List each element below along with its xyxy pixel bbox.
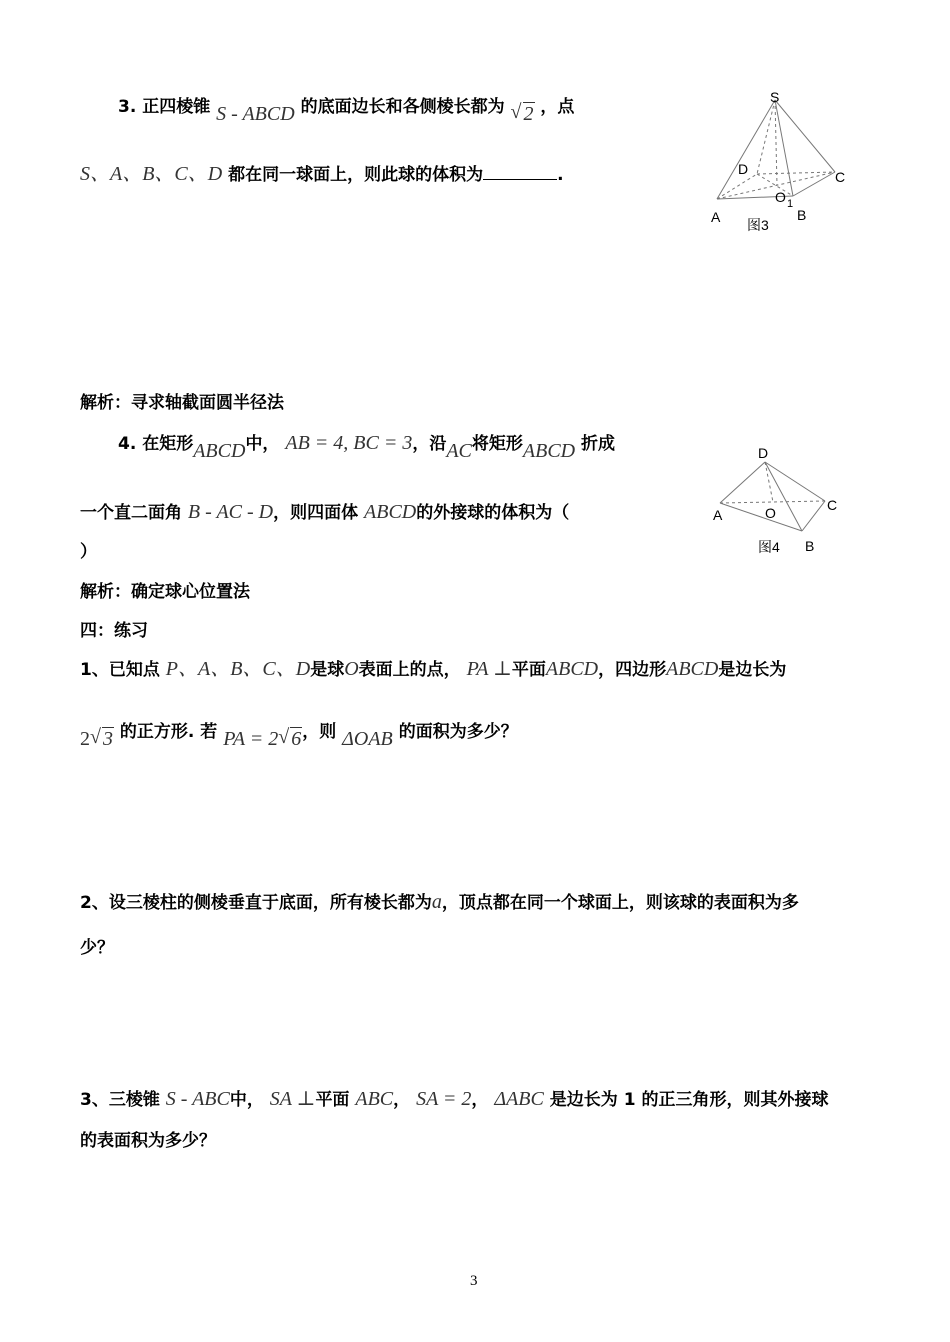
diagonal-AC: AC	[446, 440, 472, 462]
label-C: C	[827, 497, 838, 513]
pyramid-SABC: S - ABC	[165, 1088, 230, 1110]
figure3-pyramid	[705, 86, 855, 236]
sqrt-6	[278, 727, 302, 752]
dihedral-angle: B - AC - D	[187, 501, 274, 523]
problem4-line2-text1: 一个直二面角	[80, 503, 182, 523]
problem3-line2	[80, 162, 564, 187]
radical-sign: √	[90, 726, 101, 748]
problem4-line3: ）	[80, 542, 97, 562]
problem4-text2: 中，	[245, 434, 280, 454]
pyramid-expression: S - ABCD	[216, 103, 295, 125]
exercise2-text1: 2、设三棱柱的侧棱垂直于底面，所有棱长都为	[80, 893, 432, 913]
points-list: S、A、B、C、D	[80, 163, 223, 185]
tetrahedron-ABCD: ABCD	[364, 501, 417, 523]
problem4-line2-text2: ，则四面体	[273, 503, 359, 523]
sphere-O: O	[344, 658, 359, 680]
exercise3-text5: ，	[471, 1090, 489, 1110]
problem3-period: .	[557, 165, 564, 185]
exercise2-line1	[80, 890, 799, 915]
exercise1-text2: 是球	[310, 660, 345, 680]
sqrt-argument: 2	[523, 103, 534, 125]
exercise1-line1	[80, 657, 786, 682]
problem3-prefix: 3. 正四棱锥	[118, 97, 211, 117]
exercise1-text3: 表面上的点，	[358, 660, 461, 680]
label-O: O	[775, 189, 786, 205]
sqrt-3	[90, 727, 114, 752]
section-heading: 四：练习	[80, 621, 148, 641]
problem4-text3: ，沿	[412, 434, 447, 454]
exercise1-text1: 1、已知点	[80, 660, 160, 680]
label-D: D	[738, 161, 749, 177]
label-A: A	[711, 209, 721, 225]
radical-sign: √	[510, 101, 522, 123]
exercise1-text6: 是边长为	[718, 660, 787, 680]
plane-ABCD: ABCD	[545, 658, 599, 680]
problem4-line2-text3: 的外接球的体积为（	[416, 503, 570, 523]
rect-ABCD-2: ABCD	[522, 440, 576, 462]
solution3-label: 解析：寻求轴截面圆半径法	[80, 393, 284, 413]
sa-value: SA = 2	[416, 1088, 472, 1110]
perpendicular-PA: PA ⊥	[466, 658, 512, 680]
exercise3-text4: ，	[393, 1090, 411, 1110]
exercise3-line2: 的表面积为多少？	[80, 1131, 216, 1151]
answer-blank	[483, 165, 557, 180]
label-B: B	[805, 538, 815, 554]
exercise1-text4: 平面	[511, 660, 546, 680]
exercise1-line2	[80, 719, 518, 750]
exercise2-text2: ，顶点都在同一个球面上，则该球的表面积为多	[441, 893, 799, 913]
problem3-line1	[118, 94, 575, 125]
problem3-question: 都在同一球面上，则此球的体积为	[228, 165, 484, 185]
problem4-line2	[80, 500, 569, 525]
edge-length-a: a	[431, 891, 442, 913]
label-B: B	[797, 207, 807, 223]
sqrt-argument: 3	[103, 728, 113, 750]
label-S: S	[770, 89, 780, 105]
sqrt-expression	[511, 102, 535, 127]
label-O: O	[765, 505, 776, 521]
exercise3-line1	[80, 1087, 828, 1112]
exercise1-line2-text1: 的正方形. 若	[119, 722, 218, 742]
problem3-mid-text: 的底面边长和各侧棱长都为	[300, 97, 505, 117]
exercise3-text1: 3、三棱锥	[80, 1090, 160, 1110]
side-lengths: AB = 4, BC = 3	[285, 432, 413, 454]
label-D: D	[758, 445, 769, 461]
problem4-text5: 折成	[581, 434, 616, 454]
label-A: A	[713, 507, 723, 523]
problem4-text1: 在矩形	[142, 434, 194, 454]
label-C: C	[835, 169, 846, 185]
exercise3-text6: 是边长为 1 的正三角形，则其外接球	[549, 1090, 829, 1110]
exercise3-text3: 平面	[315, 1090, 350, 1110]
exercise1-text5: ，四边形	[598, 660, 667, 680]
solution4-label: 解析：确定球心位置法	[80, 582, 250, 602]
page-number: 3	[470, 1273, 478, 1289]
exercise1-points: P、A、B、C、D	[165, 658, 311, 680]
figure3-caption: 图3	[747, 217, 769, 233]
triangle-OAB: ΔOAB	[342, 728, 393, 750]
problem4-line1	[118, 431, 616, 462]
quad-ABCD: ABCD	[666, 658, 719, 680]
problem3-suffix: ，点	[540, 97, 575, 117]
triangle-ABC: ΔABC	[494, 1088, 544, 1110]
figure4-tetrahedron	[705, 440, 855, 560]
exercise1-line2-text3: 的面积为多少？	[398, 722, 518, 742]
exercise3-text2: 中，	[229, 1090, 264, 1110]
problem4-text4: 将矩形	[471, 434, 523, 454]
label-O-subscript: 1	[787, 198, 794, 210]
exercise1-line2-text2: ，则	[302, 722, 337, 742]
figure4-caption: 图4	[758, 539, 780, 555]
pa-value: PA = 2	[223, 728, 279, 750]
radical-sign: √	[278, 726, 290, 748]
sqrt-argument: 6	[291, 728, 302, 750]
perpendicular-SA: SA ⊥	[269, 1088, 316, 1110]
rect-ABCD-1: ABCD	[193, 440, 246, 462]
problem4-number: 4.	[118, 434, 137, 454]
plane-ABC: ABC	[355, 1088, 394, 1110]
exercise2-line2: 少？	[80, 938, 114, 958]
side-coefficient: 2	[80, 728, 90, 750]
